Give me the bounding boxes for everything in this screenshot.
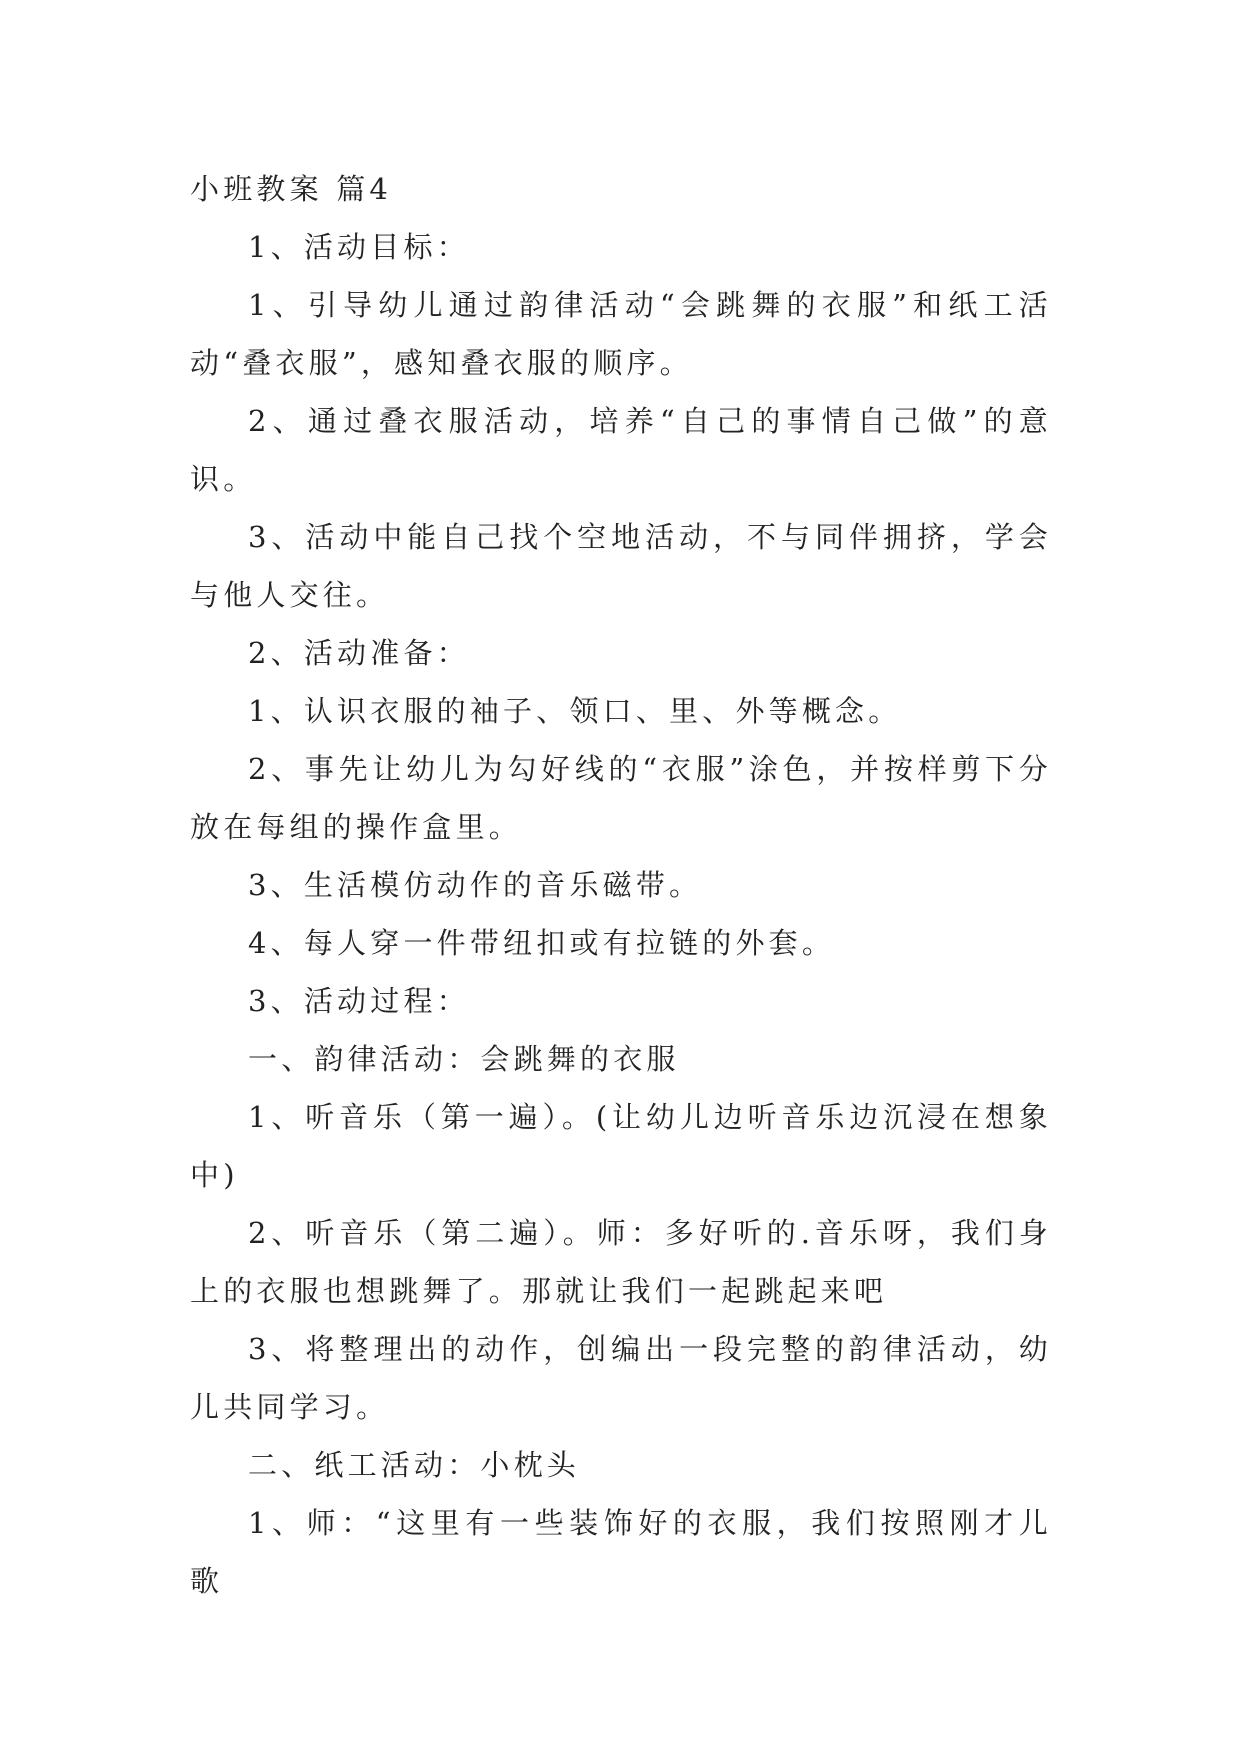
paragraph-prep-1: 1、认识衣服的袖子、领口、里、外等概念。 bbox=[248, 694, 902, 728]
paragraph-part-1-step-1: 1、听音乐（第一遍）。(让幼儿边听音乐边沉浸在想象中) bbox=[190, 1100, 1052, 1192]
paragraph-goal-1: 1、引导幼儿通过韵律活动“会跳舞的衣服”和纸工活动“叠衣服”，感知叠衣服的顺序。 bbox=[190, 288, 1052, 380]
paragraph-section-goals: 1、活动目标： bbox=[248, 230, 470, 264]
paragraph-part-1-step-3: 3、将整理出的动作，创编出一段完整的韵律活动，幼儿共同学习。 bbox=[190, 1332, 1052, 1424]
paragraph-goal-3: 3、活动中能自己找个空地活动，不与同伴拥挤，学会与他人交往。 bbox=[190, 520, 1052, 612]
paragraph-part-1-heading: 一、韵律活动：会跳舞的衣服 bbox=[248, 1042, 680, 1076]
paragraph-prep-4: 4、每人穿一件带纽扣或有拉链的外套。 bbox=[248, 926, 836, 960]
paragraph-section-preparation: 2、活动准备： bbox=[248, 636, 470, 670]
paragraph-part-1-step-2: 2、听音乐（第二遍）。师：多好听的.音乐呀，我们身上的衣服也想跳舞了。那就让我们一起跳起来吧 bbox=[190, 1216, 1052, 1308]
paragraph-prep-2: 2、事先让幼儿为勾好线的“衣服”涂色，并按样剪下分放在每组的操作盒里。 bbox=[190, 752, 1052, 844]
document-title: 小班教案 篇4 bbox=[190, 172, 393, 206]
paragraph-part-2-step-1: 1、师：“这里有一些装饰好的衣服，我们按照刚才儿歌 bbox=[190, 1506, 1052, 1598]
paragraph-section-process: 3、活动过程： bbox=[248, 984, 470, 1018]
paragraph-part-2-heading: 二、纸工活动：小枕头 bbox=[248, 1448, 581, 1482]
document-body bbox=[190, 160, 1052, 1610]
paragraph-prep-3: 3、生活模仿动作的音乐磁带。 bbox=[248, 868, 703, 902]
paragraph-goal-2: 2、通过叠衣服活动，培养“自己的事情自己做”的意识。 bbox=[190, 404, 1052, 496]
